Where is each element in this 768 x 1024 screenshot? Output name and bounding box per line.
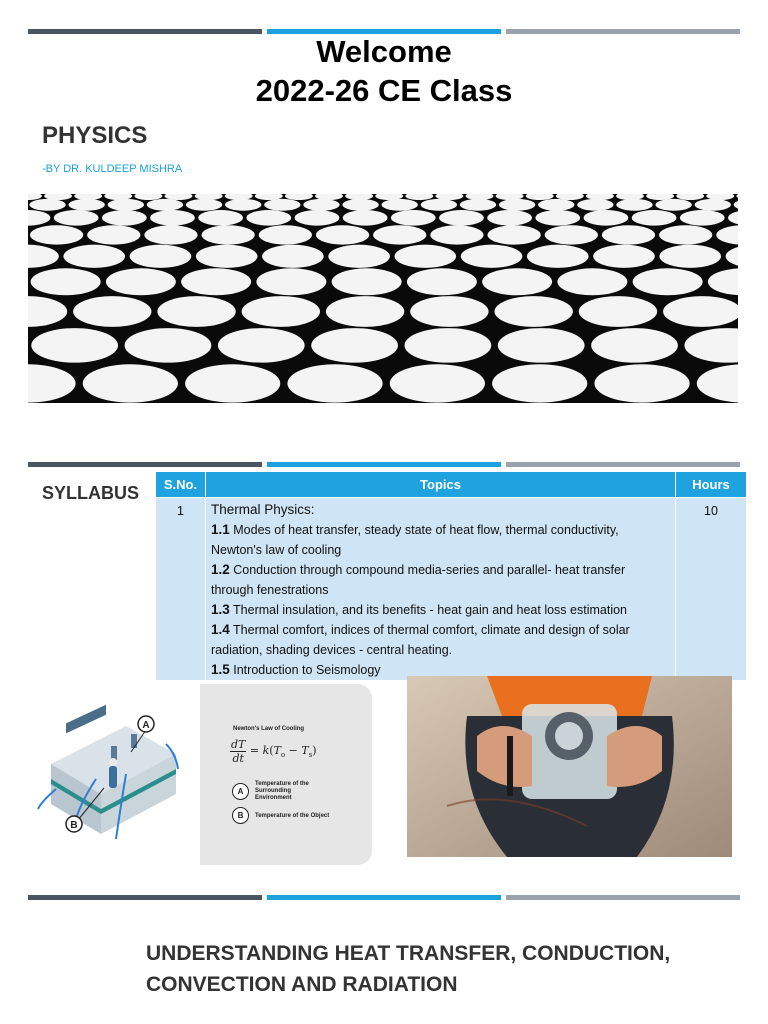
legend-a-marker: A: [232, 783, 249, 800]
topic-num: 1.1: [211, 522, 230, 537]
topic-text: Thermal comfort, indices of thermal comfort, climate and design of solar radiation, shading devices - central heating.: [211, 623, 630, 657]
legend-b-marker: B: [232, 807, 249, 824]
class-title: 2022-26 CE Class: [255, 73, 513, 108]
mid-bar-dark: [28, 462, 262, 467]
topic-item: [211, 600, 671, 620]
mid-bar-gray: [506, 462, 740, 467]
topic-text: Conduction through compound media-series and parallel- heat transfer through fenestrations: [211, 563, 626, 597]
topic-num: 1.2: [211, 562, 230, 577]
bottom-bar-blue: [267, 895, 501, 900]
marker-b: B: [70, 820, 78, 831]
heat-experiment-photo: [407, 676, 732, 857]
room-illustration: [26, 684, 206, 865]
syllabus-table: [155, 471, 747, 681]
section-heading: UNDERSTANDING HEAT TRANSFER, CONDUCTION, CONVECTION AND RADIATION: [146, 942, 671, 996]
topic-item: [211, 620, 671, 660]
topic-item: [211, 520, 671, 560]
welcome-title: Welcome: [316, 34, 452, 69]
header-hours: Hours: [676, 472, 747, 498]
cell-topics: [206, 498, 676, 681]
legend-b-text: Temperature of the Object: [255, 812, 330, 819]
bottom-bar-dark: [28, 895, 262, 900]
equation-title: Newton's Law of Cooling: [233, 726, 305, 732]
table-header-row: [156, 472, 747, 498]
topic-num: 1.4: [211, 622, 230, 637]
topic-num: 1.5: [211, 662, 230, 677]
author-line: -BY DR. KULDEEP MISHRA: [42, 163, 183, 175]
topic-heading: Thermal Physics:: [211, 502, 315, 517]
mid-bar-blue: [267, 462, 501, 467]
header-topics: Topics: [206, 472, 676, 498]
legend-a-text: Temperature of the Surrounding Environment: [255, 781, 309, 801]
legend-b: [232, 807, 329, 824]
topic-item: [211, 560, 671, 600]
newton-cooling-panel: [200, 684, 372, 865]
cell-hours: 10: [676, 498, 747, 681]
bottom-bar-gray: [506, 895, 740, 900]
topic-text: Thermal insulation, and its benefits - heat gain and heat loss estimation: [229, 603, 628, 617]
header-sno: S.No.: [156, 472, 206, 498]
topic-text: Modes of heat transfer, steady state of heat flow, thermal conductivity, Newton's law of cooling: [211, 523, 619, 557]
marker-a: A: [142, 720, 150, 731]
cell-sno: 1: [156, 498, 206, 681]
subject-title: PHYSICS: [42, 122, 148, 149]
legend-a: [232, 781, 327, 802]
syllabus-label: SYLLABUS: [42, 483, 140, 503]
topic-num: 1.3: [211, 602, 230, 617]
table-row: [156, 498, 747, 681]
newton-cooling-equation: $\frac{dT}{dt}$ = $k(T_o - T_s)$: [231, 738, 317, 765]
hero-discs-image: [28, 194, 738, 403]
topic-text: Introduction to Seismology: [229, 663, 381, 677]
